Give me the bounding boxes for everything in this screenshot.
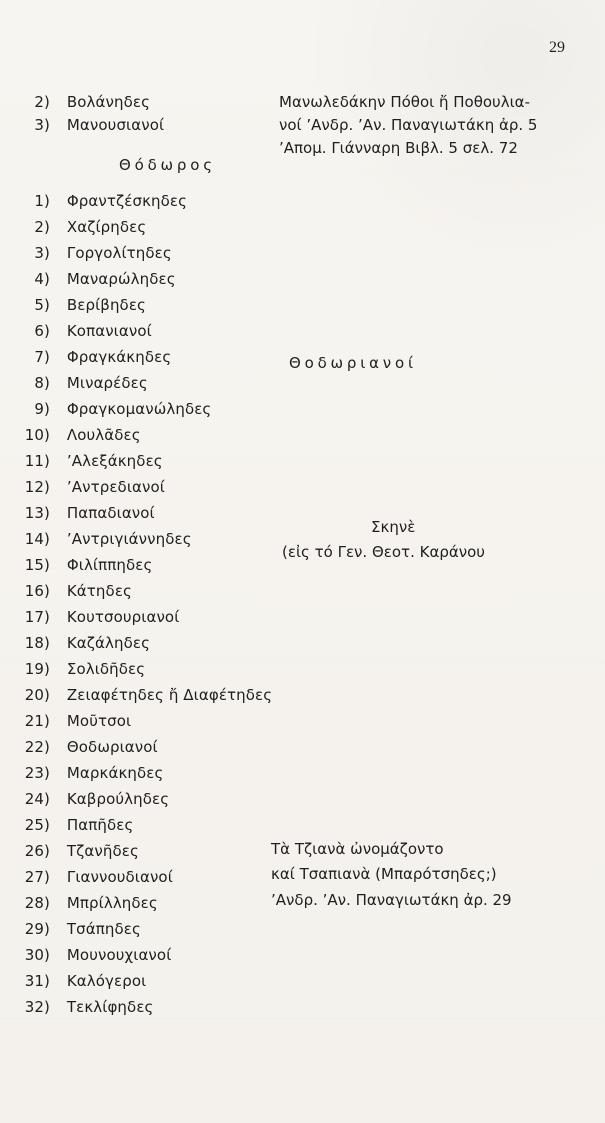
list-item-name: Παπαδιανοί (66, 504, 155, 522)
note-karanou: (εἰς τό Γεν. Θεοτ. Καράνου (282, 543, 485, 561)
list-item-name: Χαζίρηδες (66, 218, 147, 236)
list-item-name: Κάτηδες (66, 582, 132, 600)
list-item-name: Μιναρέδες (66, 374, 148, 392)
list-item (16, 974, 146, 989)
list-item-number: 27) (24, 868, 50, 886)
list-item (16, 740, 158, 755)
list-item (16, 610, 179, 625)
top-note-line-3: ’Απομ. Γιάνναρη Βιβλ. 5 σελ. 72 (279, 139, 518, 157)
list-item (16, 324, 152, 339)
list-item (16, 792, 169, 807)
list-item-name: Λουλᾶδες (66, 426, 141, 444)
list-item-name: Μαρκάκηδες (66, 764, 164, 782)
list-item-name: Γιαννουδιανοί (66, 868, 173, 886)
list-item (16, 870, 173, 885)
list-item-number: 31) (24, 972, 50, 990)
list-item-name: ’Αλεξάκηδες (66, 452, 163, 470)
list-item (16, 948, 171, 963)
list-item (16, 298, 146, 313)
list-item (16, 350, 171, 365)
list-item-number: 2) (34, 93, 50, 111)
list-item-number: 14) (24, 530, 50, 548)
list-item-name: Τσάπηδες (66, 920, 141, 938)
list-item (16, 922, 141, 937)
list-item-name: Καζάληδες (66, 634, 151, 652)
list-item (16, 220, 146, 235)
list-item-name: Καβρούληδες (66, 790, 170, 808)
list-item-number: 20) (24, 686, 50, 704)
list-item-name: Μπρίλληδες (66, 894, 158, 912)
list-item-name: Κουτσουριανοί (66, 608, 180, 626)
list-item-number: 23) (24, 764, 50, 782)
list-item (16, 194, 187, 209)
list-item-number: 17) (24, 608, 50, 626)
note-tziana-line-2: καί Τσαπιανὰ (Μπαρότσηδες;) (271, 865, 497, 883)
list-item (16, 506, 155, 521)
list-item-number: 7) (34, 348, 50, 366)
list-item-name: Παπῆδες (66, 816, 134, 834)
list-item-number: 13) (24, 504, 50, 522)
page-number: 29 (549, 39, 565, 56)
list-item (16, 662, 145, 677)
list-item-number: 8) (34, 374, 50, 392)
list-item (16, 688, 272, 703)
section-title-theodoros: Θόδωρος (119, 156, 216, 174)
list-item-number: 25) (24, 816, 50, 834)
list-item-number: 26) (24, 842, 50, 860)
list-item-number: 12) (24, 478, 50, 496)
list-item-number: 9) (34, 400, 50, 418)
list-item-name: Φραντζέσκηδες (66, 192, 188, 210)
list-item-number: 4) (34, 270, 50, 288)
list-item (16, 402, 211, 417)
list-item (16, 532, 192, 547)
list-item-name: Φραγκάκηδες (66, 348, 172, 366)
list-item-number: 6) (34, 322, 50, 340)
list-item-number: 30) (24, 946, 50, 964)
list-item-name: Μοῦτσοι (66, 712, 132, 730)
list-item-name: Θοδωριανοί (66, 738, 158, 756)
list-item-number: 15) (24, 556, 50, 574)
list-item-number: 10) (24, 426, 50, 444)
list-item-number: 3) (34, 116, 50, 134)
note-tziana-line-1: Τὰ Τζιανὰ ὠνομάζοντο (271, 840, 444, 858)
list-item-number: 11) (24, 452, 50, 470)
list-item-name: Φραγκομανώληδες (66, 400, 212, 418)
list-item-number: 22) (24, 738, 50, 756)
list-item-name: Ζειαφέτηδες ἤ Διαφέτηδες (66, 686, 273, 704)
list-item-number: 24) (24, 790, 50, 808)
list-item-name: Καλόγεροι (66, 972, 147, 990)
list-item (16, 95, 150, 110)
list-item (16, 636, 150, 651)
list-item (16, 818, 133, 833)
list-item (16, 1000, 153, 1015)
list-item-number: 29) (24, 920, 50, 938)
list-item (16, 428, 141, 443)
list-item-name: Βερίβηδες (66, 296, 146, 314)
note-skini: Σκηνὲ (371, 518, 416, 536)
list-item-name: Φιλίππηδες (66, 556, 153, 574)
list-item (16, 272, 176, 287)
list-item (16, 558, 152, 573)
list-item (16, 454, 163, 469)
list-item (16, 714, 131, 729)
list-item-name: Βολάνηδες (66, 93, 150, 111)
list-item-number: 28) (24, 894, 50, 912)
list-item-number: 16) (24, 582, 50, 600)
list-item-name: Μανουσιανοί (66, 116, 165, 134)
list-item-number: 32) (24, 998, 50, 1016)
list-item (16, 584, 132, 599)
list-item (16, 246, 172, 261)
list-item-name: Τεκλίφηδες (66, 998, 154, 1016)
list-item-name: Σολιδῆδες (66, 660, 146, 678)
list-item-name: Τζανῆδες (66, 842, 139, 860)
list-item (16, 896, 158, 911)
list-item-number: 5) (34, 296, 50, 314)
list-item (16, 480, 165, 495)
note-tziana-line-3: ’Ανδρ. ’Αν. Παναγιωτάκη ἀρ. 29 (271, 891, 512, 909)
list-item-name: Κοπανιανοί (66, 322, 152, 340)
list-item-number: 3) (34, 244, 50, 262)
list-item-number: 18) (24, 634, 50, 652)
list-item-number: 21) (24, 712, 50, 730)
top-note-line-2: νοί ’Ανδρ. ’Αν. Παναγιωτάκη ἀρ. 5 (279, 116, 538, 134)
top-note-line-1: Μανωλεδάκην Πόθοι ἤ Ποθουλια- (279, 93, 530, 111)
list-item-number: 1) (34, 192, 50, 210)
list-item-name: Μαναρώληδες (66, 270, 176, 288)
list-item (16, 118, 164, 133)
list-item-name: Μουνουχιανοί (66, 946, 172, 964)
section-title-theodorianoi: Θοδωριανοί (289, 354, 417, 372)
list-item-number: 2) (34, 218, 50, 236)
list-item (16, 766, 163, 781)
list-item-number: 19) (24, 660, 50, 678)
list-item (16, 844, 139, 859)
list-item-name: Γοργολίτηδες (66, 244, 172, 262)
list-item-name: ’Αντριγιάννηδες (66, 530, 192, 548)
list-item-name: ’Αντρεδιανοί (66, 478, 165, 496)
list-item (16, 376, 148, 391)
